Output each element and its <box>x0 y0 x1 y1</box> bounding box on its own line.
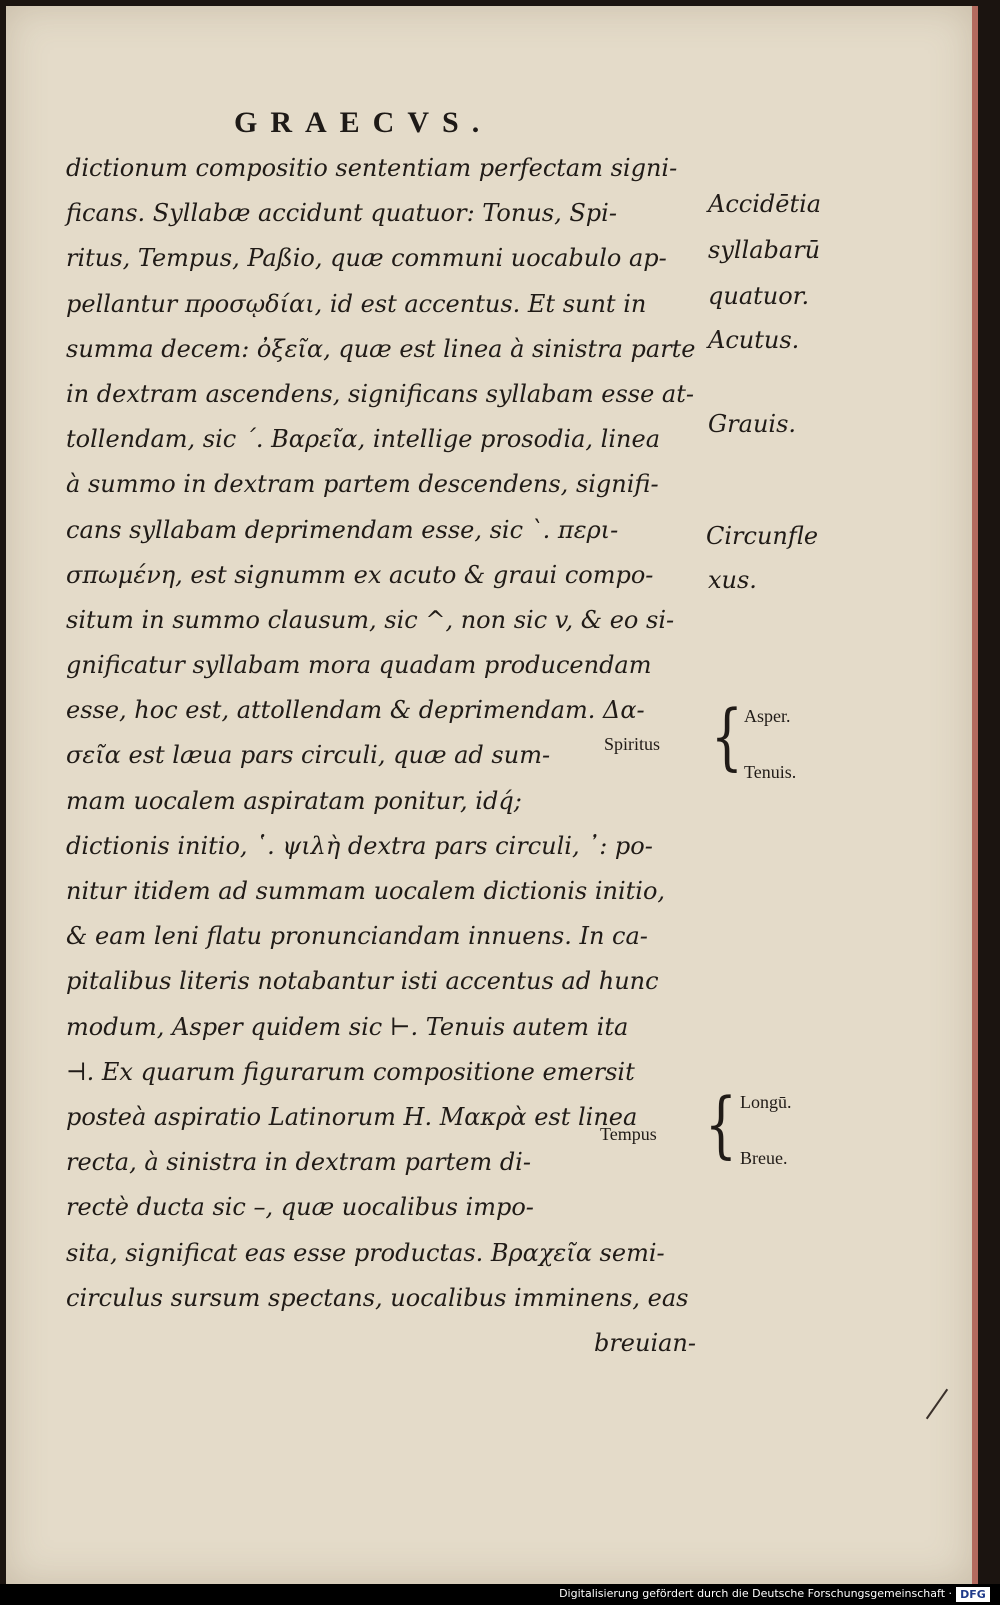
text-line: σεῖα est læua pars circuli, quæ ad sum- <box>66 741 551 770</box>
text-line: posteà aspiratio Latinorum H. Μακρὰ est linea <box>66 1102 638 1131</box>
margin-note-circumflexus-1: Circunfle <box>706 522 819 550</box>
text-line: sita, significat eas esse productas. Βραχεῖα semi- <box>66 1238 665 1267</box>
tempus-longum: Longū. <box>740 1092 792 1112</box>
margin-note-accidentia-1: Accidētia <box>708 190 822 218</box>
text-line: gnificatur syllabam mora quadam producendam <box>66 651 652 680</box>
pencil-mark <box>926 1389 948 1420</box>
text-line: ritus, Tempus, Paßio, quæ communi uocabulo ap- <box>66 244 667 273</box>
text-line: circulus sursum spectans, uocalibus imminens, eas <box>66 1283 689 1312</box>
spiritus-tenuis: Tenuis. <box>744 762 797 782</box>
margin-note-accidentia-2: syllabarū <box>708 236 821 264</box>
text-line: à summo in dextram partem descendens, signifi- <box>66 470 659 499</box>
text-line: ficans. Syllabæ accidunt quatuor: Tonus, Spi- <box>66 199 617 228</box>
tempus-label: Tempus <box>600 1124 657 1144</box>
running-head: GRAECVS. <box>234 106 493 139</box>
body-text <box>66 146 706 1366</box>
text-line: breuian- <box>593 1328 696 1357</box>
margin-note-grauis: Grauis. <box>708 410 797 438</box>
tempus-brace: { <box>704 1082 737 1166</box>
spiritus-asper: Asper. <box>744 706 791 726</box>
text-line: dictionum compositio sententiam perfectam signi- <box>66 154 678 182</box>
text-line: ⊣. Ex quarum figurarum compositione emersit <box>66 1057 635 1086</box>
text-line: cans syllabam deprimendam esse, sic `. περι- <box>66 515 619 544</box>
text-line: pellantur προσῳδίαι, id est accentus. Et sunt in <box>66 289 647 318</box>
text-line: in dextram ascendens, significans syllabam esse at- <box>66 379 694 408</box>
text-line: mam uocalem aspiratam ponitur, idq́; <box>66 786 522 815</box>
text-line: nitur itidem ad summam uocalem dictionis initio, <box>66 877 666 905</box>
tempus-breue: Breue. <box>740 1148 788 1168</box>
spiritus-brace: { <box>710 694 743 778</box>
margin-note-acutus: Acutus. <box>708 326 800 354</box>
footer-credit: Digitalisierung gefördert durch die Deutsche Forschungsgemeinschaft · <box>559 1587 952 1600</box>
text-line: summa decem: ὀξεῖα, quæ est linea à sinistra parte <box>66 334 696 363</box>
margin-note-circumflexus-2: xus. <box>708 566 757 594</box>
text-line: rectè ducta sic –, quæ uocalibus impo- <box>66 1193 534 1222</box>
dfg-logo: DFG <box>956 1587 990 1602</box>
text-line: σπωμένη, est signumm ex acuto & graui compo- <box>66 560 654 589</box>
text-line: & eam leni flatu pronunciandam innuens. In ca- <box>66 922 648 951</box>
text-line: esse, hoc est, attollendam & deprimendam. Δα- <box>66 696 645 725</box>
spiritus-label: Spiritus <box>604 734 661 754</box>
text-line: recta, à sinistra in dextram partem di- <box>66 1148 531 1177</box>
text-line: tollendam, sic ´. Βαρεῖα, intellige prosodia, linea <box>66 425 660 454</box>
book-page <box>6 6 978 1584</box>
text-line: modum, Asper quidem sic ⊢. Tenuis autem ita <box>66 1012 629 1041</box>
text-line: pitalibus literis notabantur isti accentus ad hunc <box>66 967 659 996</box>
text-line: situm in summo clausum, sic ^, non sic v, & eo si- <box>66 605 675 634</box>
text-line: dictionis initio, ῾. ψιλὴ dextra pars circuli, ᾿: po- <box>66 831 653 860</box>
digitization-footer <box>0 1584 1000 1605</box>
margin-note-accidentia-3: quatuor. <box>708 282 810 310</box>
